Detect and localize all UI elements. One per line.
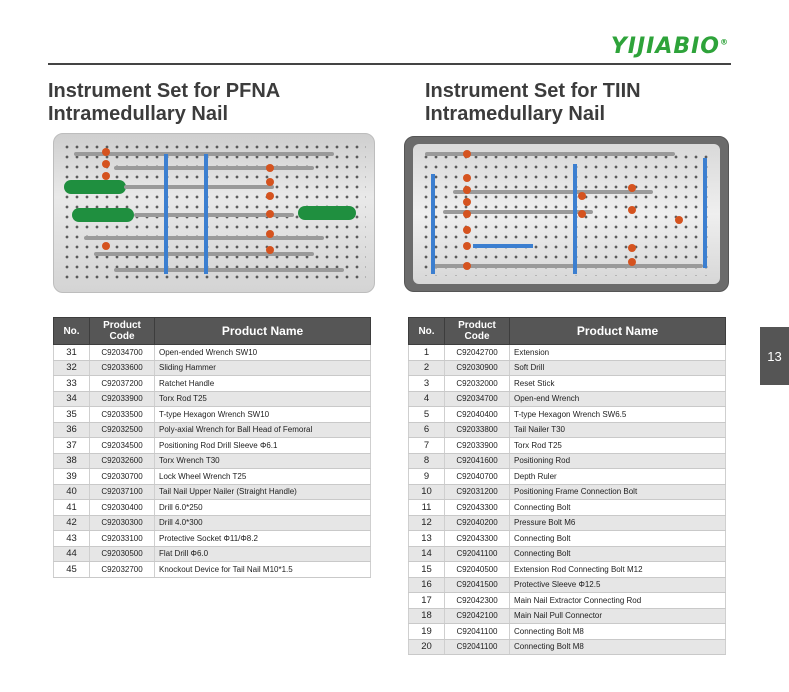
blue-slot: [573, 164, 577, 274]
table-row: [409, 562, 726, 578]
cell-name: Protective Socket Φ11/Φ8.2: [155, 531, 371, 547]
blue-slot: [703, 158, 707, 268]
instrument-rod: [433, 264, 703, 268]
callout-badge: [102, 160, 110, 168]
table-row: [409, 438, 726, 454]
cell-no: 13: [409, 531, 445, 547]
cell-no: 35: [54, 407, 90, 423]
cell-no: 43: [54, 531, 90, 547]
cell-code: C92033100: [90, 531, 155, 547]
col-name-header: Product Name: [510, 318, 726, 345]
table-row: [409, 515, 726, 531]
table-header-row: [409, 318, 726, 345]
table-row: [409, 453, 726, 469]
table-row: [54, 391, 371, 407]
table-row: [409, 345, 726, 361]
cell-code: C92030900: [445, 360, 510, 376]
blue-slot: [204, 154, 208, 274]
cell-name: Connecting Bolt: [510, 500, 726, 516]
page-number: 13: [767, 348, 782, 364]
table-row: [54, 438, 371, 454]
cell-no: 42: [54, 515, 90, 531]
cell-no: 44: [54, 546, 90, 562]
pfna-tray-photo: [53, 133, 375, 293]
right-title-line1: Instrument Set for TIIN: [425, 80, 641, 102]
cell-no: 7: [409, 438, 445, 454]
callout-badge: [266, 178, 274, 186]
cell-no: 36: [54, 422, 90, 438]
table-row: [409, 484, 726, 500]
callout-badge: [463, 262, 471, 270]
callout-badge: [463, 186, 471, 194]
cell-no: 41: [54, 500, 90, 516]
table-row: [409, 639, 726, 655]
cell-code: C92043300: [445, 531, 510, 547]
cell-name: Drill 6.0*250: [155, 500, 371, 516]
cell-name: Torx Rod T25: [155, 391, 371, 407]
brand-logo: [611, 34, 729, 59]
cell-code: C92040200: [445, 515, 510, 531]
cell-no: 3: [409, 376, 445, 392]
tiin-product-table: [408, 317, 726, 655]
brand-registered-mark: ®: [720, 37, 729, 47]
table-row: [54, 360, 371, 376]
cell-code: C92042300: [445, 593, 510, 609]
cell-code: C92040500: [445, 562, 510, 578]
cell-name: Open-end Wrench: [510, 391, 726, 407]
cell-no: 39: [54, 469, 90, 485]
cell-name: Tail Nailer T30: [510, 422, 726, 438]
callout-badge: [578, 192, 586, 200]
cell-name: Extension: [510, 345, 726, 361]
cell-code: C92034700: [445, 391, 510, 407]
table-row: [54, 562, 371, 578]
col-code-header: Product Code: [445, 318, 510, 345]
table-header-row: [54, 318, 371, 345]
cell-no: 31: [54, 345, 90, 361]
cell-no: 20: [409, 639, 445, 655]
callout-badge: [463, 226, 471, 234]
brand-name: YIJIABIO: [610, 34, 720, 59]
cell-code: C92037200: [90, 376, 155, 392]
table-row: [409, 422, 726, 438]
page-number-tab: [760, 327, 789, 385]
table-row: [409, 577, 726, 593]
table-row: [54, 422, 371, 438]
cell-name: Tail Nail Upper Nailer (Straight Handle): [155, 484, 371, 500]
green-handle: [72, 208, 134, 222]
cell-code: C92030700: [90, 469, 155, 485]
callout-badge: [266, 230, 274, 238]
cell-code: C92030300: [90, 515, 155, 531]
cell-code: C92040700: [445, 469, 510, 485]
callout-badge: [102, 172, 110, 180]
blue-slot: [473, 244, 533, 248]
cell-name: Protective Sleeve Φ12.5: [510, 577, 726, 593]
table-row: [409, 624, 726, 640]
table-row: [54, 531, 371, 547]
cell-code: C92031200: [445, 484, 510, 500]
cell-name: Extension Rod Connecting Bolt M12: [510, 562, 726, 578]
left-title-line1: Instrument Set for PFNA: [48, 80, 281, 102]
cell-no: 10: [409, 484, 445, 500]
callout-badge: [628, 258, 636, 266]
cell-name: Main Nail Pull Connector: [510, 608, 726, 624]
cell-code: C92032700: [90, 562, 155, 578]
cell-code: C92040400: [445, 407, 510, 423]
cell-no: 15: [409, 562, 445, 578]
tiin-tray-photo: [404, 136, 729, 292]
instrument-rod: [124, 185, 274, 189]
callout-badge: [628, 184, 636, 192]
instrument-rod: [114, 166, 314, 170]
callout-badge: [102, 242, 110, 250]
cell-name: Positioning Rod: [510, 453, 726, 469]
cell-no: 33: [54, 376, 90, 392]
tray-inner: [413, 144, 720, 284]
cell-name: T-type Hexagon Wrench SW10: [155, 407, 371, 423]
callout-badge: [628, 244, 636, 252]
callout-badge: [266, 246, 274, 254]
table-row: [54, 546, 371, 562]
green-handle: [64, 180, 126, 194]
table-row: [409, 500, 726, 516]
cell-code: C92041100: [445, 546, 510, 562]
callout-badge: [463, 242, 471, 250]
cell-name: Drill 4.0*300: [155, 515, 371, 531]
cell-name: Knockout Device for Tail Nail M10*1.5: [155, 562, 371, 578]
cell-no: 12: [409, 515, 445, 531]
callout-badge: [266, 192, 274, 200]
instrument-rod: [453, 190, 653, 194]
cell-name: Poly-axial Wrench for Ball Head of Femoral: [155, 422, 371, 438]
cell-name: Ratchet Handle: [155, 376, 371, 392]
cell-no: 4: [409, 391, 445, 407]
cell-name: Reset Stick: [510, 376, 726, 392]
cell-no: 9: [409, 469, 445, 485]
cell-code: C92041100: [445, 639, 510, 655]
cell-name: Positioning Rod Drill Sleeve Φ6.1: [155, 438, 371, 454]
table-row: [409, 376, 726, 392]
callout-badge: [266, 164, 274, 172]
blue-slot: [431, 174, 435, 274]
cell-code: C92032500: [90, 422, 155, 438]
table-row: [409, 546, 726, 562]
cell-name: Connecting Bolt M8: [510, 639, 726, 655]
callout-badge: [578, 210, 586, 218]
pfna-product-table: [53, 317, 371, 578]
left-section-title: [48, 80, 378, 126]
cell-code: C92037100: [90, 484, 155, 500]
table-row: [409, 608, 726, 624]
right-title-line2: Intramedullary Nail: [425, 103, 606, 125]
table-row: [54, 469, 371, 485]
cell-name: Torx Rod T25: [510, 438, 726, 454]
cell-name: T-type Hexagon Wrench SW6.5: [510, 407, 726, 423]
left-title-line2: Intramedullary Nail: [48, 103, 229, 125]
table-row: [409, 469, 726, 485]
cell-no: 34: [54, 391, 90, 407]
cell-name: Lock Wheel Wrench T25: [155, 469, 371, 485]
col-no-header: No.: [54, 318, 90, 345]
cell-no: 6: [409, 422, 445, 438]
col-name-header: Product Name: [155, 318, 371, 345]
cell-no: 32: [54, 360, 90, 376]
cell-code: C92034500: [90, 438, 155, 454]
cell-no: 16: [409, 577, 445, 593]
cell-code: C92033900: [90, 391, 155, 407]
table-row: [54, 515, 371, 531]
cell-code: C92042100: [445, 608, 510, 624]
table-row: [54, 453, 371, 469]
header-rule: [48, 63, 731, 65]
cell-name: Torx Wrench T30: [155, 453, 371, 469]
cell-name: Connecting Bolt: [510, 546, 726, 562]
right-section-title: [425, 80, 755, 126]
cell-no: 14: [409, 546, 445, 562]
callout-badge: [102, 148, 110, 156]
cell-code: C92030500: [90, 546, 155, 562]
table-row: [409, 407, 726, 423]
cell-no: 19: [409, 624, 445, 640]
callout-badge: [463, 150, 471, 158]
cell-code: C92032000: [445, 376, 510, 392]
cell-code: C92033900: [445, 438, 510, 454]
callout-badge: [266, 210, 274, 218]
cell-name: Connecting Bolt M8: [510, 624, 726, 640]
cell-name: Sliding Hammer: [155, 360, 371, 376]
cell-code: C92032600: [90, 453, 155, 469]
cell-no: 8: [409, 453, 445, 469]
cell-name: Depth Ruler: [510, 469, 726, 485]
cell-no: 17: [409, 593, 445, 609]
cell-name: Pressure Bolt M6: [510, 515, 726, 531]
cell-no: 5: [409, 407, 445, 423]
table-row: [54, 345, 371, 361]
cell-code: C92042700: [445, 345, 510, 361]
table-row: [409, 360, 726, 376]
table-row: [409, 593, 726, 609]
instrument-rod: [114, 268, 344, 272]
callout-badge: [675, 216, 683, 224]
cell-no: 18: [409, 608, 445, 624]
cell-no: 2: [409, 360, 445, 376]
cell-name: Open-ended Wrench SW10: [155, 345, 371, 361]
col-code-header: Product Code: [90, 318, 155, 345]
table-row: [54, 407, 371, 423]
cell-code: C92041600: [445, 453, 510, 469]
cell-code: C92030400: [90, 500, 155, 516]
col-no-header: No.: [409, 318, 445, 345]
cell-code: C92034700: [90, 345, 155, 361]
cell-no: 40: [54, 484, 90, 500]
cell-code: C92041500: [445, 577, 510, 593]
pfna-table-body: [54, 345, 371, 578]
cell-name: Connecting Bolt: [510, 531, 726, 547]
table-row: [54, 484, 371, 500]
cell-no: 45: [54, 562, 90, 578]
callout-badge: [463, 174, 471, 182]
cell-code: C92033800: [445, 422, 510, 438]
cell-code: C92033600: [90, 360, 155, 376]
cell-no: 1: [409, 345, 445, 361]
cell-no: 11: [409, 500, 445, 516]
green-handle: [298, 206, 356, 220]
table-row: [54, 500, 371, 516]
cell-code: C92043300: [445, 500, 510, 516]
callout-badge: [628, 206, 636, 214]
cell-code: C92033500: [90, 407, 155, 423]
cell-no: 38: [54, 453, 90, 469]
cell-name: Flat Drill Φ6.0: [155, 546, 371, 562]
cell-name: Main Nail Extractor Connecting Rod: [510, 593, 726, 609]
cell-code: C92041100: [445, 624, 510, 640]
table-row: [409, 391, 726, 407]
table-row: [54, 376, 371, 392]
blue-slot: [164, 154, 168, 274]
table-row: [409, 531, 726, 547]
cell-name: Positioning Frame Connection Bolt: [510, 484, 726, 500]
tiin-table-body: [409, 345, 726, 655]
callout-badge: [463, 210, 471, 218]
callout-badge: [463, 198, 471, 206]
cell-name: Soft Drill: [510, 360, 726, 376]
cell-no: 37: [54, 438, 90, 454]
